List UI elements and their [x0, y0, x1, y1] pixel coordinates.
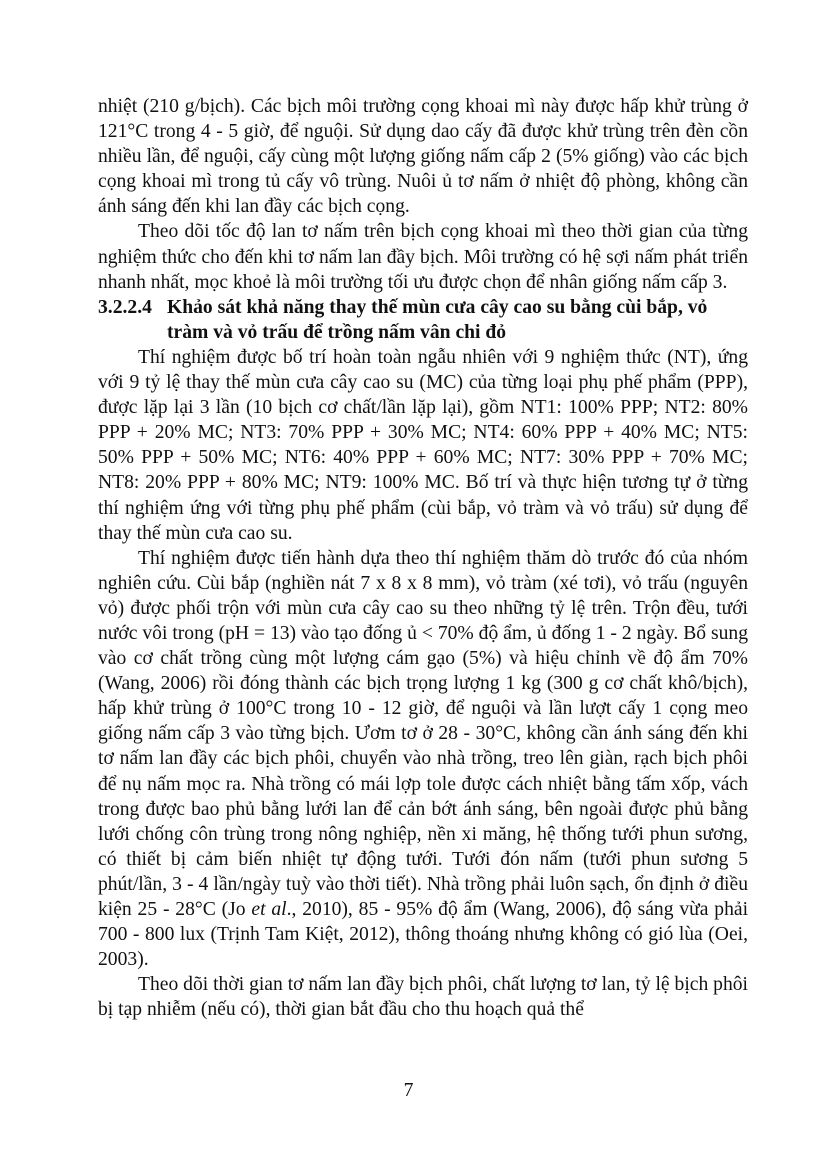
- paragraph-4-italic: et al: [251, 899, 287, 920]
- section-number: 3.2.2.4: [98, 296, 152, 318]
- section-heading: [98, 295, 748, 345]
- paragraph-5: Theo dõi thời gian tơ nấm lan đầy bịch phôi, chất lượng tơ lan, tỷ lệ bịch phôi bị tạp nhiễm (nếu có), thời gian bắt đầu cho thu hoạch quả thể: [98, 974, 748, 1021]
- paragraph-4-part-b: ., 2010), 85 - 95% độ ẩm (Wang, 2006), độ sáng vừa phải 700 - 800 lux (Trịnh Tam Kiệt, 2012), thông thoáng nhưng không có gió lùa (Oei, 2003).: [98, 899, 749, 971]
- page-number: 7: [403, 1080, 414, 1101]
- paragraph-4: [98, 546, 748, 973]
- paragraph-1: nhiệt (210 g/bịch). Các bịch môi trường cọng khoai mì này được hấp khử trùng ở 121°C trong 4 - 5 giờ, để nguội. Sử dụng dao cấy đã được khử trùng trên đèn cồn nhiều lần, để nguội, cấy cùng một lượng giống nấm cấp 2 (5% giống) vào các bịch cọng khoai mì trong tủ cấy vô trùng. Nuôi ủ tơ nấm ở nhiệt độ phòng, không cần ánh sáng đến khi lan đầy các bịch cọng.: [98, 96, 748, 218]
- paragraph-3: Thí nghiệm được bố trí hoàn toàn ngẫu nhiên với 9 nghiệm thức (NT), ứng với 9 tỷ lệ thay thế mùn cưa cây cao su (MC) của từng loại phụ phế phẩm (PPP), được lặp lại 3 lần (10 bịch cơ chất/lần lặp lại), gồm NT1: 100% PPP; NT2: 80% PPP + 20% MC; NT3: 70% PPP + 30% MC; NT4: 60% PPP + 40% MC; NT5: 50% PPP + 50% MC; NT6: 40% PPP + 60% MC; NT7: 30% PPP + 70% MC; NT8: 20% PPP + 80% MC; NT9: 100% MC. Bố trí và thực hiện tương tự ở từng thí nghiệm ứng với từng phụ phế phẩm (cùi bắp, vỏ tràm và vỏ trấu) sử dụng để thay thế mùn cưa cao su.: [98, 346, 748, 544]
- paragraph-4-part-a: Thí nghiệm được tiến hành dựa theo thí nghiệm thăm dò trước đó của nhóm nghiên cứu. Cùi bắp (nghiền nát 7 x 8 x 8 mm), vỏ tràm (xé tơi), vỏ trấu (nguyên vỏ) được phối trộn với mùn cưa cây cao su theo những tỷ lệ trên. Trộn đều, tưới nước vôi trong (pH = 13) vào tạo đống ủ < 70% độ ẩm, ủ đống 1 - 2 ngày. Bổ sung vào cơ chất trồng cùng một lượng cám gạo (5%) và hiệu chỉnh về độ ẩm 70% (Wang, 2006) rồi đóng thành các bịch trọng lượng 1 kg (300 g cơ chất khô/bịch), hấp khử trùng ở 100°C trong 10 - 12 giờ, để nguội và lần lượt cấy 1 cọng meo giống nấm cấp 3 vào từng bịch. Ươm tơ ở 28 - 30°C, không cần ánh sáng đến khi tơ nấm lan đầy các bịch phôi, chuyển vào nhà trồng, treo lên giàn, rạch bịch phôi để nụ nấm mọc ra. Nhà trồng có mái lợp tole được cách nhiệt bằng tấm xốp, vách trong được bao phủ bằng lưới lan để cản bớt ánh sáng, bên ngoài được phủ bằng lưới chống côn trùng trong nông nghiệp, nền xi măng, hệ thống tưới phun sương, có thiết bị cảm biến nhiệt tự động tưới. Tưới đón nấm (tưới phun sương 5 phút/lần, 3 - 4 lần/ngày tuỳ vào thời tiết). Nhà trồng phải luôn sạch, ổn định ở điều kiện 25 - 28°C (Jo: [98, 547, 748, 920]
- document-body: [98, 94, 748, 1022]
- section-title: Khảo sát khả năng thay thế mùn cưa cây cao su bằng cùi bắp, vỏ tràm và vỏ trấu để trồng nấm vân chi đỏ: [167, 296, 708, 343]
- paragraph-2: Theo dõi tốc độ lan tơ nấm trên bịch cọng khoai mì theo thời gian của từng nghiệm thức cho đến khi tơ nấm lan đầy bịch. Môi trường có hệ sợi nấm phát triển nhanh nhất, mọc khoẻ là môi trường tối ưu được chọn để nhân giống nấm cấp 3.: [98, 221, 748, 293]
